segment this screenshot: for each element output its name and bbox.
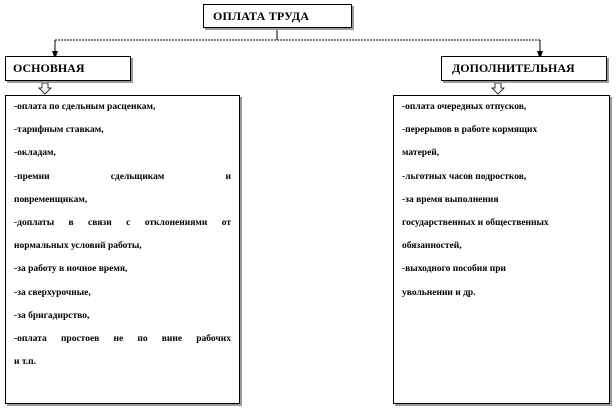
list-item: нормальных условий работы, (14, 241, 142, 252)
list-item: и т.п. (14, 357, 37, 368)
basic-header-box (5, 56, 131, 81)
additional-items-box (393, 95, 610, 404)
list-item: -премии сдельщикам и (14, 171, 231, 182)
list-item: увольнении и др. (402, 287, 476, 298)
list-item: повременщикам, (14, 194, 88, 205)
list-item: -окладам, (14, 148, 56, 159)
list-item: государственных и общественных (402, 218, 549, 229)
list-item: -оплата простоев не по вине рабочих (14, 334, 231, 345)
list-item: -за сверхурочные, (14, 287, 91, 298)
list-item: -за работу в ночное время, (14, 264, 128, 275)
hollow-arrow-right (492, 83, 504, 94)
list-item: -за время выполнения (402, 194, 499, 205)
list-item: обязанностей, (402, 241, 462, 252)
list-item: -перерывов в работе кормящих (402, 125, 538, 136)
basic-items-box (5, 95, 240, 404)
title-box (203, 4, 352, 28)
basic-header-text: ОСНОВНАЯ (13, 61, 85, 75)
additional-header-text: ДОПОЛНИТЕЛЬНАЯ (452, 61, 575, 75)
additional-header-box (441, 56, 607, 81)
list-item: -оплата по сдельным расценкам, (14, 102, 156, 112)
additional-items-list (402, 96, 601, 305)
list-item: -за бригадирство, (14, 310, 90, 321)
list-item: -выходного пособия при (402, 264, 506, 275)
title-text: ОПЛАТА ТРУДА (213, 9, 310, 23)
list-item: -тарифным ставкам, (14, 125, 104, 136)
list-item: -доплаты в связи с отклонениями от (14, 218, 231, 229)
list-item: -льготных часов подростков, (402, 171, 527, 182)
list-item: матерей, (402, 148, 440, 159)
basic-items-list (14, 96, 231, 374)
hollow-arrow-left (39, 83, 51, 94)
list-item: -оплата очередных отпусков, (402, 102, 527, 112)
